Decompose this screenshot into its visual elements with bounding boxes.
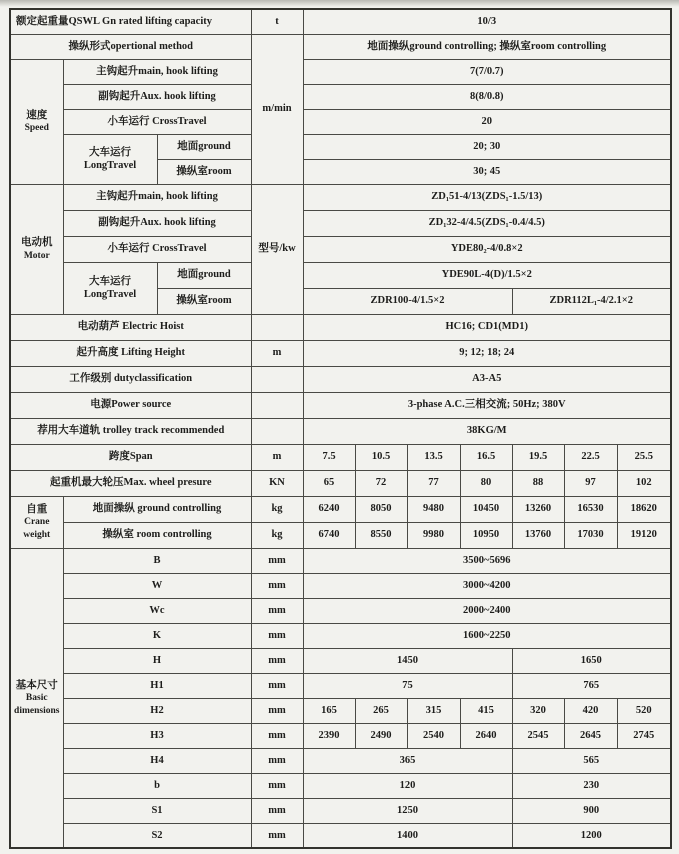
dim-H3-value-6: 2745 xyxy=(617,723,671,748)
dim-H3-value-3: 2640 xyxy=(460,723,512,748)
hoist-value: HC16; CD1(MD1) xyxy=(303,314,671,340)
dim-H3-value-1: 2490 xyxy=(355,723,407,748)
dim-S2-unit: mm xyxy=(251,823,303,848)
dim-S2-value-right: 1200 xyxy=(512,823,671,848)
crane-spec-table xyxy=(9,8,672,849)
motor-lt-room-value-left: ZDR100-4/1.5×2 xyxy=(303,288,512,314)
track-unit-empty xyxy=(251,418,303,444)
weight-ground-value-4: 13260 xyxy=(512,496,564,522)
weight-ground-label: 地面操纵 ground controlling xyxy=(63,496,251,522)
span-value-0: 7.5 xyxy=(303,444,355,470)
crane-weight-group-cn: 自重 xyxy=(26,503,48,515)
dim-H1-value-left: 75 xyxy=(303,673,512,698)
speed-lt-room-label: 操纵室room xyxy=(157,159,251,184)
dim-H2-value-6: 520 xyxy=(617,698,671,723)
weight-ground-value-5: 16530 xyxy=(564,496,617,522)
power-unit-empty xyxy=(251,392,303,418)
dim-B-label: B xyxy=(63,548,251,573)
dim-H4-label: H4 xyxy=(63,748,251,773)
dim-H3-value-5: 2645 xyxy=(564,723,617,748)
track-label: 荐用大车道轨 trolley track recommended xyxy=(10,418,251,444)
motor-lt-room-label: 操纵室room xyxy=(157,288,251,314)
speed-lt-ground-value: 20; 30 xyxy=(303,134,671,159)
dim-W-value: 3000~4200 xyxy=(303,573,671,598)
motor-cross-travel-value: YDE80₂-4/0.8×2 xyxy=(303,236,671,262)
dim-K-unit: mm xyxy=(251,623,303,648)
dim-H4-value-left: 365 xyxy=(303,748,512,773)
speed-cross-travel-label: 小车运行 CrossTravel xyxy=(63,109,251,134)
dim-H3-value-0: 2390 xyxy=(303,723,355,748)
weight-ground-value-0: 6240 xyxy=(303,496,355,522)
speed-cross-travel-value: 20 xyxy=(303,109,671,134)
dim-H4-value-right: 565 xyxy=(512,748,671,773)
speed-unit: m/min xyxy=(251,34,303,184)
dim-B-value: 3500~5696 xyxy=(303,548,671,573)
motor-group-cn: 电动机 xyxy=(21,237,53,248)
dim-H2-value-3: 415 xyxy=(460,698,512,723)
dim-S1-unit: mm xyxy=(251,798,303,823)
speed-long-travel-cn: 大车运行 xyxy=(89,146,131,158)
dim-H-value-left: 1450 xyxy=(303,648,512,673)
dimensions-group-label xyxy=(10,548,63,848)
lifting-height-value: 9; 12; 18; 24 xyxy=(303,340,671,366)
track-value: 38KG/M xyxy=(303,418,671,444)
speed-long-travel-en: LongTravel xyxy=(83,160,137,171)
speed-lt-room-value: 30; 45 xyxy=(303,159,671,184)
dim-K-value: 1600~2250 xyxy=(303,623,671,648)
dim-H2-value-4: 320 xyxy=(512,698,564,723)
span-value-1: 10.5 xyxy=(355,444,407,470)
span-value-6: 25.5 xyxy=(617,444,671,470)
motor-main-hook-label: 主钩起升main, hook lifting xyxy=(63,184,251,210)
weight-ground-value-1: 8050 xyxy=(355,496,407,522)
dim-H1-value-right: 765 xyxy=(512,673,671,698)
dim-W-unit: mm xyxy=(251,573,303,598)
motor-main-hook-value: ZD₁51-4/13(ZDS₁-1.5/13) xyxy=(303,184,671,210)
speed-aux-hook-value: 8(8/0.8) xyxy=(303,84,671,109)
weight-room-value-3: 10950 xyxy=(460,522,512,548)
weight-ground-value-6: 18620 xyxy=(617,496,671,522)
weight-ground-value-2: 9480 xyxy=(407,496,460,522)
duty-label: 工作级别 dutyclassification xyxy=(10,366,251,392)
speed-main-hook-label: 主钩起升main, hook lifting xyxy=(63,59,251,84)
motor-group-en: Motor xyxy=(23,250,50,261)
weight-room-label: 操纵室 room controlling xyxy=(63,522,251,548)
weight-room-value-0: 6740 xyxy=(303,522,355,548)
dim-H1-label: H1 xyxy=(63,673,251,698)
dim-H3-label: H3 xyxy=(63,723,251,748)
rated-capacity-unit: t xyxy=(251,9,303,34)
dim-K-label: K xyxy=(63,623,251,648)
speed-group-en: Speed xyxy=(24,123,49,134)
wheel-pressure-value-5: 97 xyxy=(564,470,617,496)
weight-room-value-4: 13760 xyxy=(512,522,564,548)
crane-weight-group-en: Crane weight xyxy=(23,517,51,540)
speed-group-cn: 速度 xyxy=(26,109,48,121)
weight-room-value-1: 8550 xyxy=(355,522,407,548)
duty-unit-empty xyxy=(251,366,303,392)
wheel-pressure-value-3: 80 xyxy=(460,470,512,496)
motor-aux-hook-value: ZD₁32-4/4.5(ZDS₁-0.4/4.5) xyxy=(303,210,671,236)
motor-long-travel-en: LongTravel xyxy=(83,289,137,300)
motor-lt-ground-label: 地面ground xyxy=(157,262,251,288)
power-label: 电源Power source xyxy=(10,392,251,418)
dim-b-unit: mm xyxy=(251,773,303,798)
dim-Wc-unit: mm xyxy=(251,598,303,623)
dim-H2-value-0: 165 xyxy=(303,698,355,723)
power-value: 3-phase A.C.三相交流; 50Hz; 380V xyxy=(303,392,671,418)
dim-H2-value-1: 265 xyxy=(355,698,407,723)
wheel-pressure-label: 起重机最大轮压Max. wheel presure xyxy=(10,470,251,496)
speed-lt-ground-label: 地面ground xyxy=(157,134,251,159)
weight-ground-unit: kg xyxy=(251,496,303,522)
motor-lt-room-value-right: ZDR112L₁-4/2.1×2 xyxy=(512,288,671,314)
span-value-2: 13.5 xyxy=(407,444,460,470)
weight-room-value-5: 17030 xyxy=(564,522,617,548)
wheel-pressure-unit: KN xyxy=(251,470,303,496)
weight-room-value-2: 9980 xyxy=(407,522,460,548)
wheel-pressure-value-2: 77 xyxy=(407,470,460,496)
motor-lt-ground-value: YDE90L-4(D)/1.5×2 xyxy=(303,262,671,288)
dim-H-label: H xyxy=(63,648,251,673)
weight-ground-value-3: 10450 xyxy=(460,496,512,522)
operational-method-label: 操纵形式opertional method xyxy=(10,34,251,59)
span-value-5: 22.5 xyxy=(564,444,617,470)
dim-b-value-right: 230 xyxy=(512,773,671,798)
dim-H2-value-2: 315 xyxy=(407,698,460,723)
dim-H3-value-4: 2545 xyxy=(512,723,564,748)
motor-long-travel-cn: 大车运行 xyxy=(89,275,131,287)
wheel-pressure-value-6: 102 xyxy=(617,470,671,496)
dim-S2-label: S2 xyxy=(63,823,251,848)
operational-method-value: 地面操纵ground controlling; 操纵室room controlling xyxy=(303,34,671,59)
dim-H2-unit: mm xyxy=(251,698,303,723)
motor-group-label xyxy=(10,184,63,314)
dimensions-group-cn: 基本尺寸 xyxy=(15,679,58,691)
dim-S1-value-right: 900 xyxy=(512,798,671,823)
dim-S2-value-left: 1400 xyxy=(303,823,512,848)
dim-b-label: b xyxy=(63,773,251,798)
motor-cross-travel-label: 小车运行 CrossTravel xyxy=(63,236,251,262)
dim-S1-value-left: 1250 xyxy=(303,798,512,823)
dim-H-value-right: 1650 xyxy=(512,648,671,673)
motor-long-travel-label xyxy=(63,262,157,314)
wheel-pressure-value-0: 65 xyxy=(303,470,355,496)
dim-H1-unit: mm xyxy=(251,673,303,698)
speed-main-hook-value: 7(7/0.7) xyxy=(303,59,671,84)
hoist-label: 电动葫芦 Electric Hoist xyxy=(10,314,251,340)
lifting-height-unit: m xyxy=(251,340,303,366)
dimensions-group-en: Basic dimensions xyxy=(14,693,60,716)
weight-room-unit: kg xyxy=(251,522,303,548)
hoist-unit-empty xyxy=(251,314,303,340)
span-label: 跨度Span xyxy=(10,444,251,470)
rated-capacity-value: 10/3 xyxy=(303,9,671,34)
span-value-4: 19.5 xyxy=(512,444,564,470)
dim-H2-label: H2 xyxy=(63,698,251,723)
dim-H-unit: mm xyxy=(251,648,303,673)
dim-Wc-label: Wc xyxy=(63,598,251,623)
span-unit: m xyxy=(251,444,303,470)
dim-Wc-value: 2000~2400 xyxy=(303,598,671,623)
wheel-pressure-value-1: 72 xyxy=(355,470,407,496)
speed-long-travel-label xyxy=(63,134,157,184)
dim-B-unit: mm xyxy=(251,548,303,573)
dim-W-label: W xyxy=(63,573,251,598)
speed-group-label xyxy=(10,59,63,184)
dim-H3-value-2: 2540 xyxy=(407,723,460,748)
wheel-pressure-value-4: 88 xyxy=(512,470,564,496)
speed-aux-hook-label: 副钩起升Aux. hook lifting xyxy=(63,84,251,109)
dim-b-value-left: 120 xyxy=(303,773,512,798)
dim-S1-label: S1 xyxy=(63,798,251,823)
motor-aux-hook-label: 副钩起升Aux. hook lifting xyxy=(63,210,251,236)
scan-edge-shadow xyxy=(0,0,679,7)
lifting-height-label: 起升高度 Lifting Height xyxy=(10,340,251,366)
dim-H4-unit: mm xyxy=(251,748,303,773)
dim-H3-unit: mm xyxy=(251,723,303,748)
rated-capacity-label: 额定起重量QSWL Gn rated lifting capacity xyxy=(10,9,251,34)
motor-unit: 型号/kw xyxy=(251,184,303,314)
dim-H2-value-5: 420 xyxy=(564,698,617,723)
span-value-3: 16.5 xyxy=(460,444,512,470)
crane-weight-group-label xyxy=(10,496,63,548)
duty-value: A3-A5 xyxy=(303,366,671,392)
weight-room-value-6: 19120 xyxy=(617,522,671,548)
